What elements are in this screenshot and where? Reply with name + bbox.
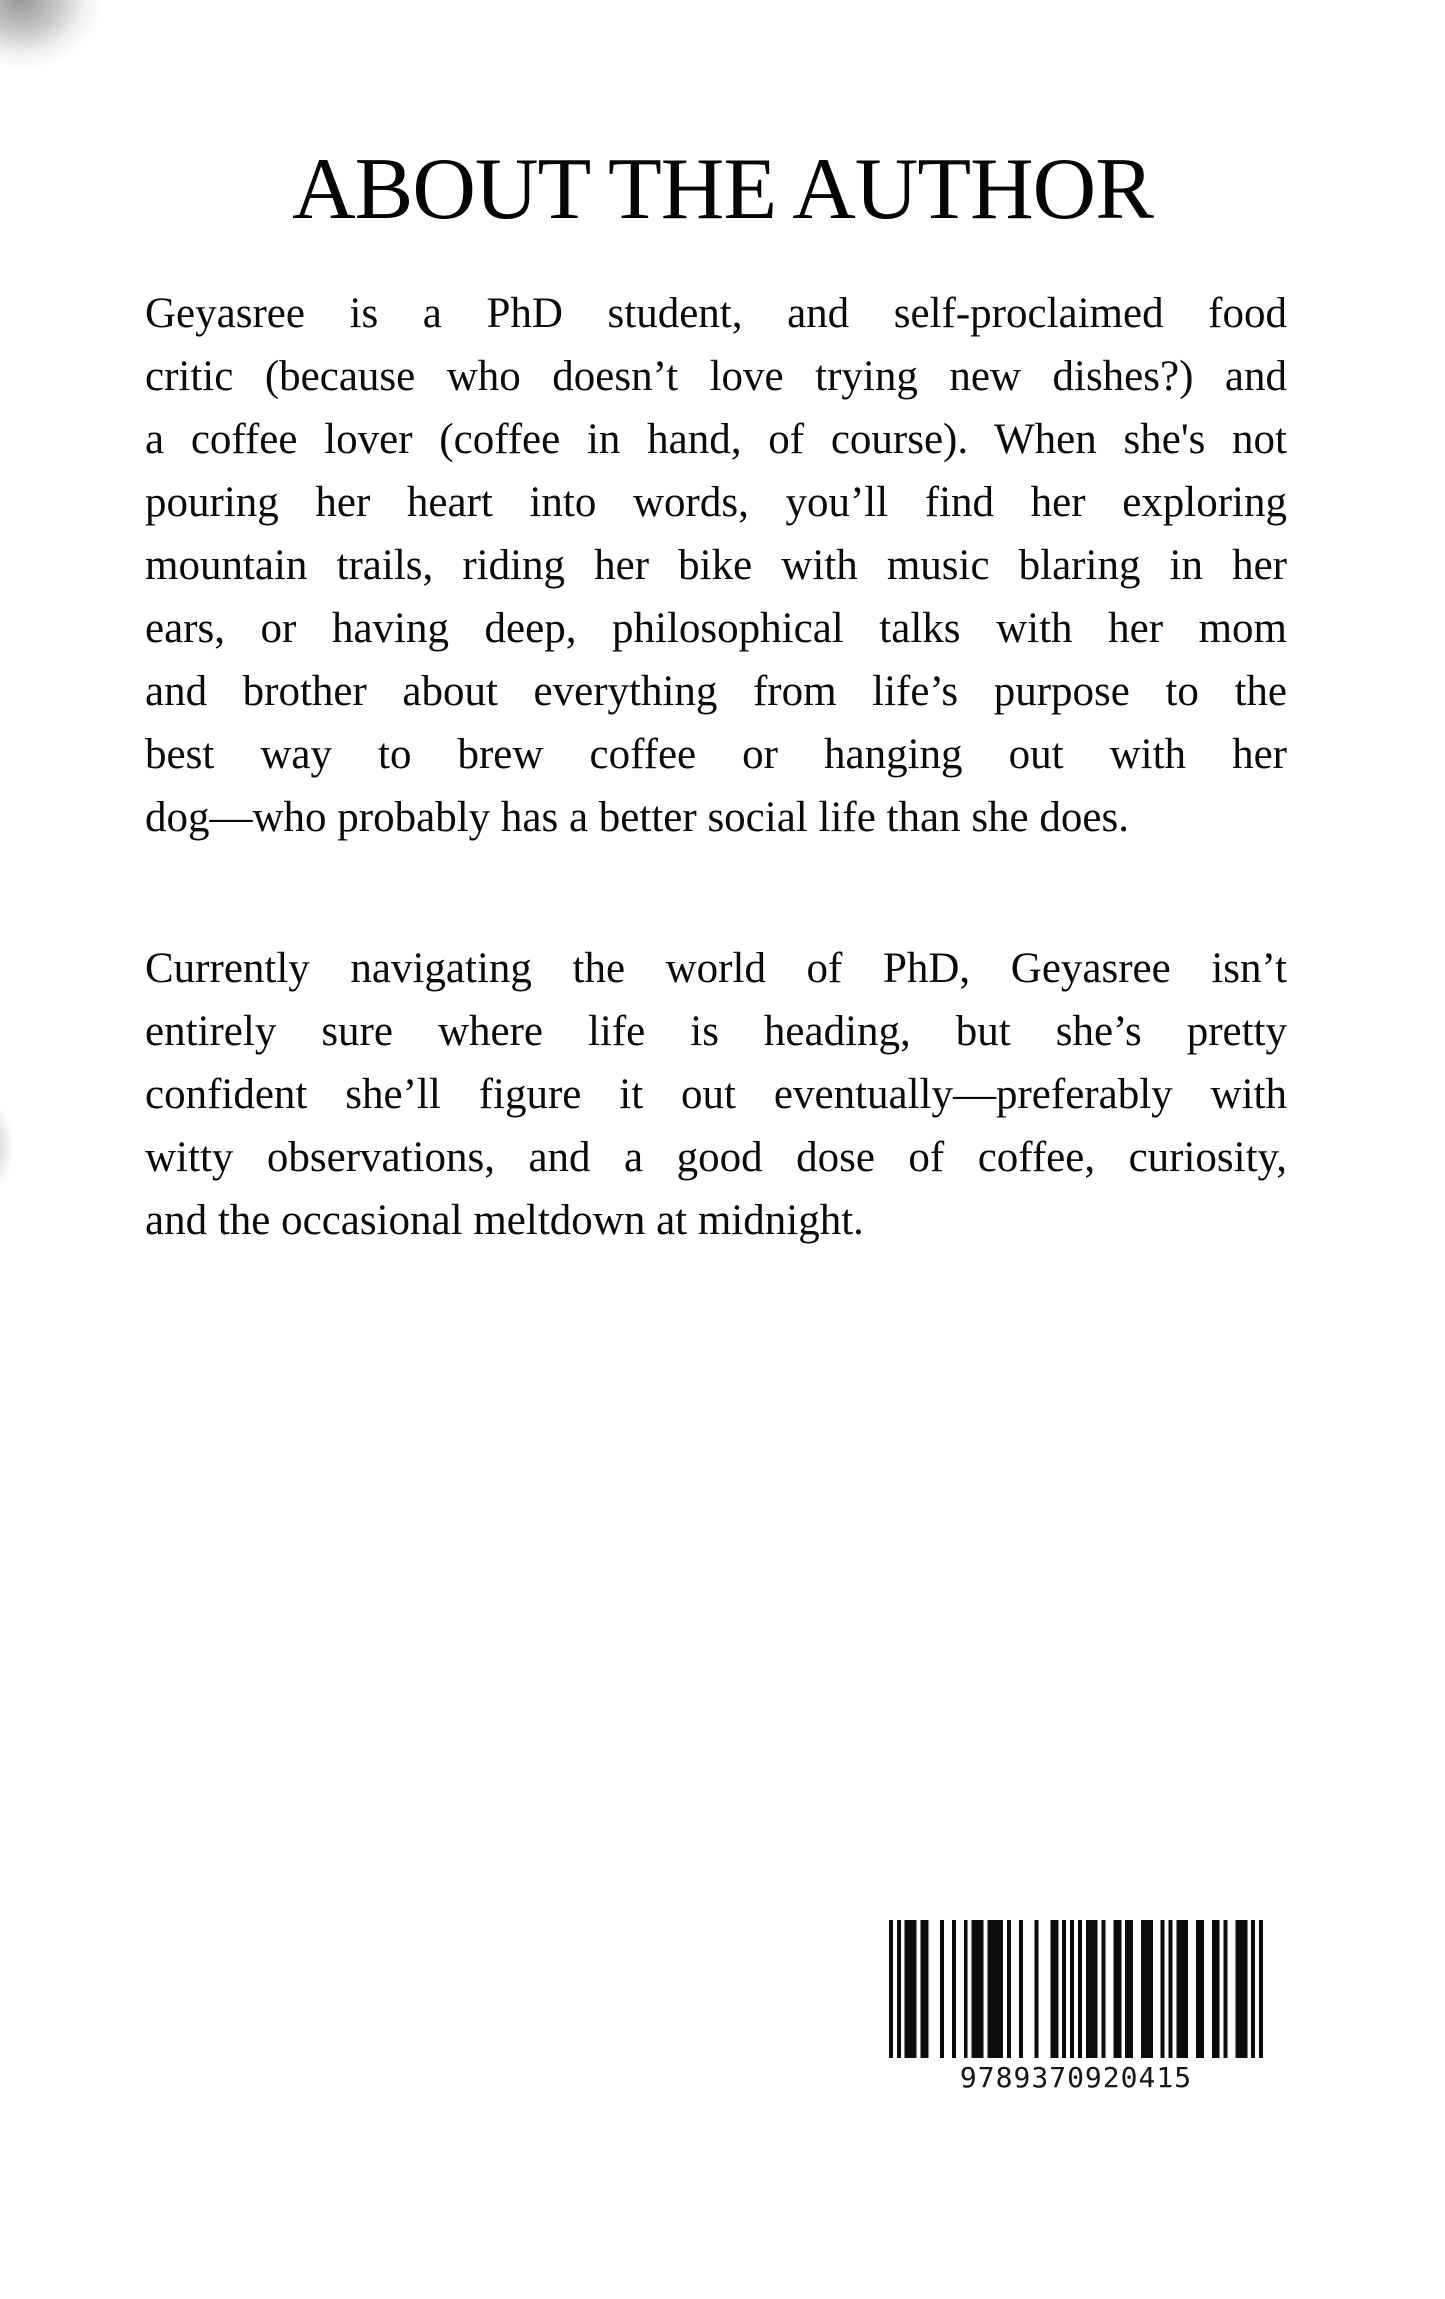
bio-line: best way to brew coffee or hanging out with her — [145, 731, 1287, 778]
bio-line: Geyasree is a PhD student, and self-proclaimed food — [145, 290, 1287, 337]
bio-line: and the occasional meltdown at midnight. — [145, 1197, 864, 1244]
bio-line: ears, or having deep, philosophical talks with her mom — [145, 605, 1287, 652]
bio-line: pouring her heart into words, you’ll find her exploring — [145, 479, 1287, 526]
bio-paragraph-1 — [145, 282, 1287, 849]
bio-line: confident she’ll figure it out eventually—preferably with — [145, 1071, 1287, 1118]
bio-line: dog—who probably has a better social life than she does. — [145, 794, 1129, 841]
scan-artifact-top-left — [0, 0, 102, 68]
page-title: ABOUT THE AUTHOR — [292, 141, 1153, 238]
bio-line: entirely sure where life is heading, but she’s pretty — [145, 1008, 1287, 1055]
slash-icon — [172, 1965, 202, 2027]
barcode-bars-icon — [889, 1920, 1263, 2058]
publisher-logo — [133, 1943, 243, 2051]
scan-artifact-left-edge — [0, 1108, 12, 1186]
bio-line: and brother about everything from life’s purpose to the — [145, 668, 1287, 715]
bio-line: mountain trails, riding her bike with music blaring in her — [145, 542, 1287, 589]
bio-line: Currently navigating the world of PhD, Geyasree isn’t — [145, 945, 1287, 992]
author-bio — [145, 282, 1287, 1252]
bio-line: a coffee lover (coffee in hand, of course). When she's not — [145, 416, 1287, 463]
isbn-barcode — [889, 1920, 1263, 2094]
bio-paragraph-2 — [145, 937, 1287, 1252]
bio-line: witty observations, and a good dose of coffee, curiosity, — [145, 1134, 1287, 1181]
bio-line: critic (because who doesn’t love trying new dishes?) and — [145, 353, 1287, 400]
isbn-number: 9789370920415 — [959, 2061, 1193, 2094]
